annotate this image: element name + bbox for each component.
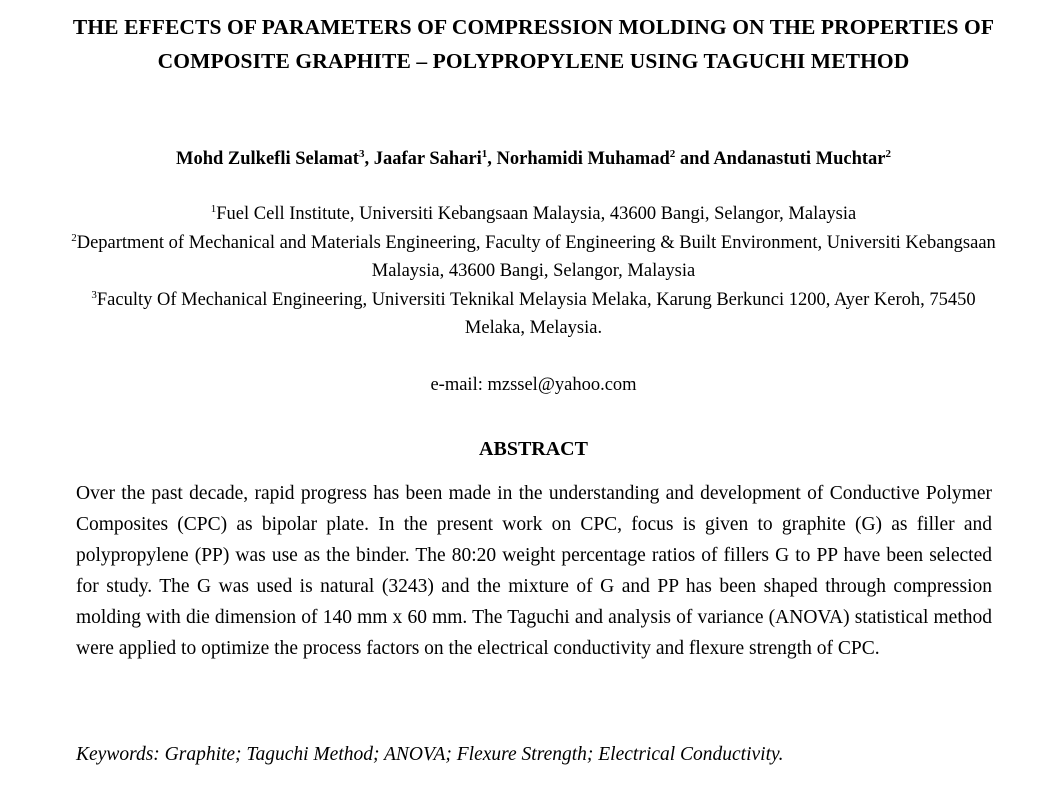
author-name: Norhamidi Muhamad bbox=[496, 149, 670, 169]
author-separator: , bbox=[487, 149, 497, 169]
author-affiliation-mark: 2 bbox=[669, 147, 676, 160]
author-separator: and bbox=[675, 149, 714, 169]
affiliation-text: Fuel Cell Institute, Universiti Kebangsaan Malaysia, 43600 Bangi, Selangor, Malaysia bbox=[216, 204, 857, 224]
author-affiliation-mark: 1 bbox=[481, 147, 488, 160]
affiliation-text: Faculty Of Mechanical Engineering, Universiti Teknikal Melaysia Melaka, Karung Berkunci 1200, Ayer Keroh, 75450 Melaka, Melaysia. bbox=[96, 289, 976, 338]
affiliation bbox=[70, 229, 997, 286]
abstract-text: Over the past decade, rapid progress has been made in the understanding and development of Conductive Polymer Composites (CPC) as bipolar plate. In the present work on CPC, focus is given to graphite (G) as filler and polypropylene (PP) was use as the binder. The 80:20 weight percentage ratios of fillers G to PP have been selected for study. The G was used is natural (3243) and the mixture of G and PP has been shaped through compression molding with die dimension of 140 mm x 60 mm. The Taguchi and analysis of variance (ANOVA) statistical method were applied to optimize the process factors on the electrical conductivity and flexure strength of CPC. bbox=[76, 483, 992, 660]
author-separator: , bbox=[364, 149, 374, 169]
affiliation-mark: 2 bbox=[71, 231, 77, 244]
affiliation-list bbox=[70, 200, 997, 343]
author bbox=[497, 149, 714, 169]
author bbox=[374, 149, 497, 169]
contact-email: e-mail: mzssel@yahoo.com bbox=[430, 375, 637, 395]
affiliation-text: Department of Mechanical and Materials Engineering, Faculty of Engineering & Built Environment, Universiti Kebangsaan Malaysia, 43600 Bangi, Selangor, Malaysia bbox=[76, 232, 996, 281]
author-affiliation-mark: 3 bbox=[358, 147, 365, 160]
affiliation bbox=[70, 286, 997, 343]
keywords-line: Keywords: Graphite; Taguchi Method; ANOVA; Flexure Strength; Electrical Conductivity. bbox=[76, 744, 784, 765]
affiliation-mark: 3 bbox=[91, 288, 97, 301]
affiliation bbox=[70, 200, 997, 229]
affiliation-mark: 1 bbox=[210, 202, 217, 215]
author-name: Mohd Zulkefli Selamat bbox=[175, 149, 359, 169]
paper-title: THE EFFECTS OF PARAMETERS OF COMPRESSION MOLDING ON THE PROPERTIES OF COMPOSITE GRAPHITE – POLYPROPYLENE USING TAGUCHI METHOD bbox=[72, 15, 995, 73]
author-affiliation-mark: 2 bbox=[885, 147, 891, 160]
author bbox=[713, 149, 891, 169]
author-name: Andanastuti Muchtar bbox=[713, 149, 886, 169]
abstract-heading: ABSTRACT bbox=[479, 438, 588, 460]
author bbox=[176, 149, 374, 169]
author-list bbox=[60, 144, 1007, 174]
author-name: Jaafar Sahari bbox=[373, 149, 482, 169]
